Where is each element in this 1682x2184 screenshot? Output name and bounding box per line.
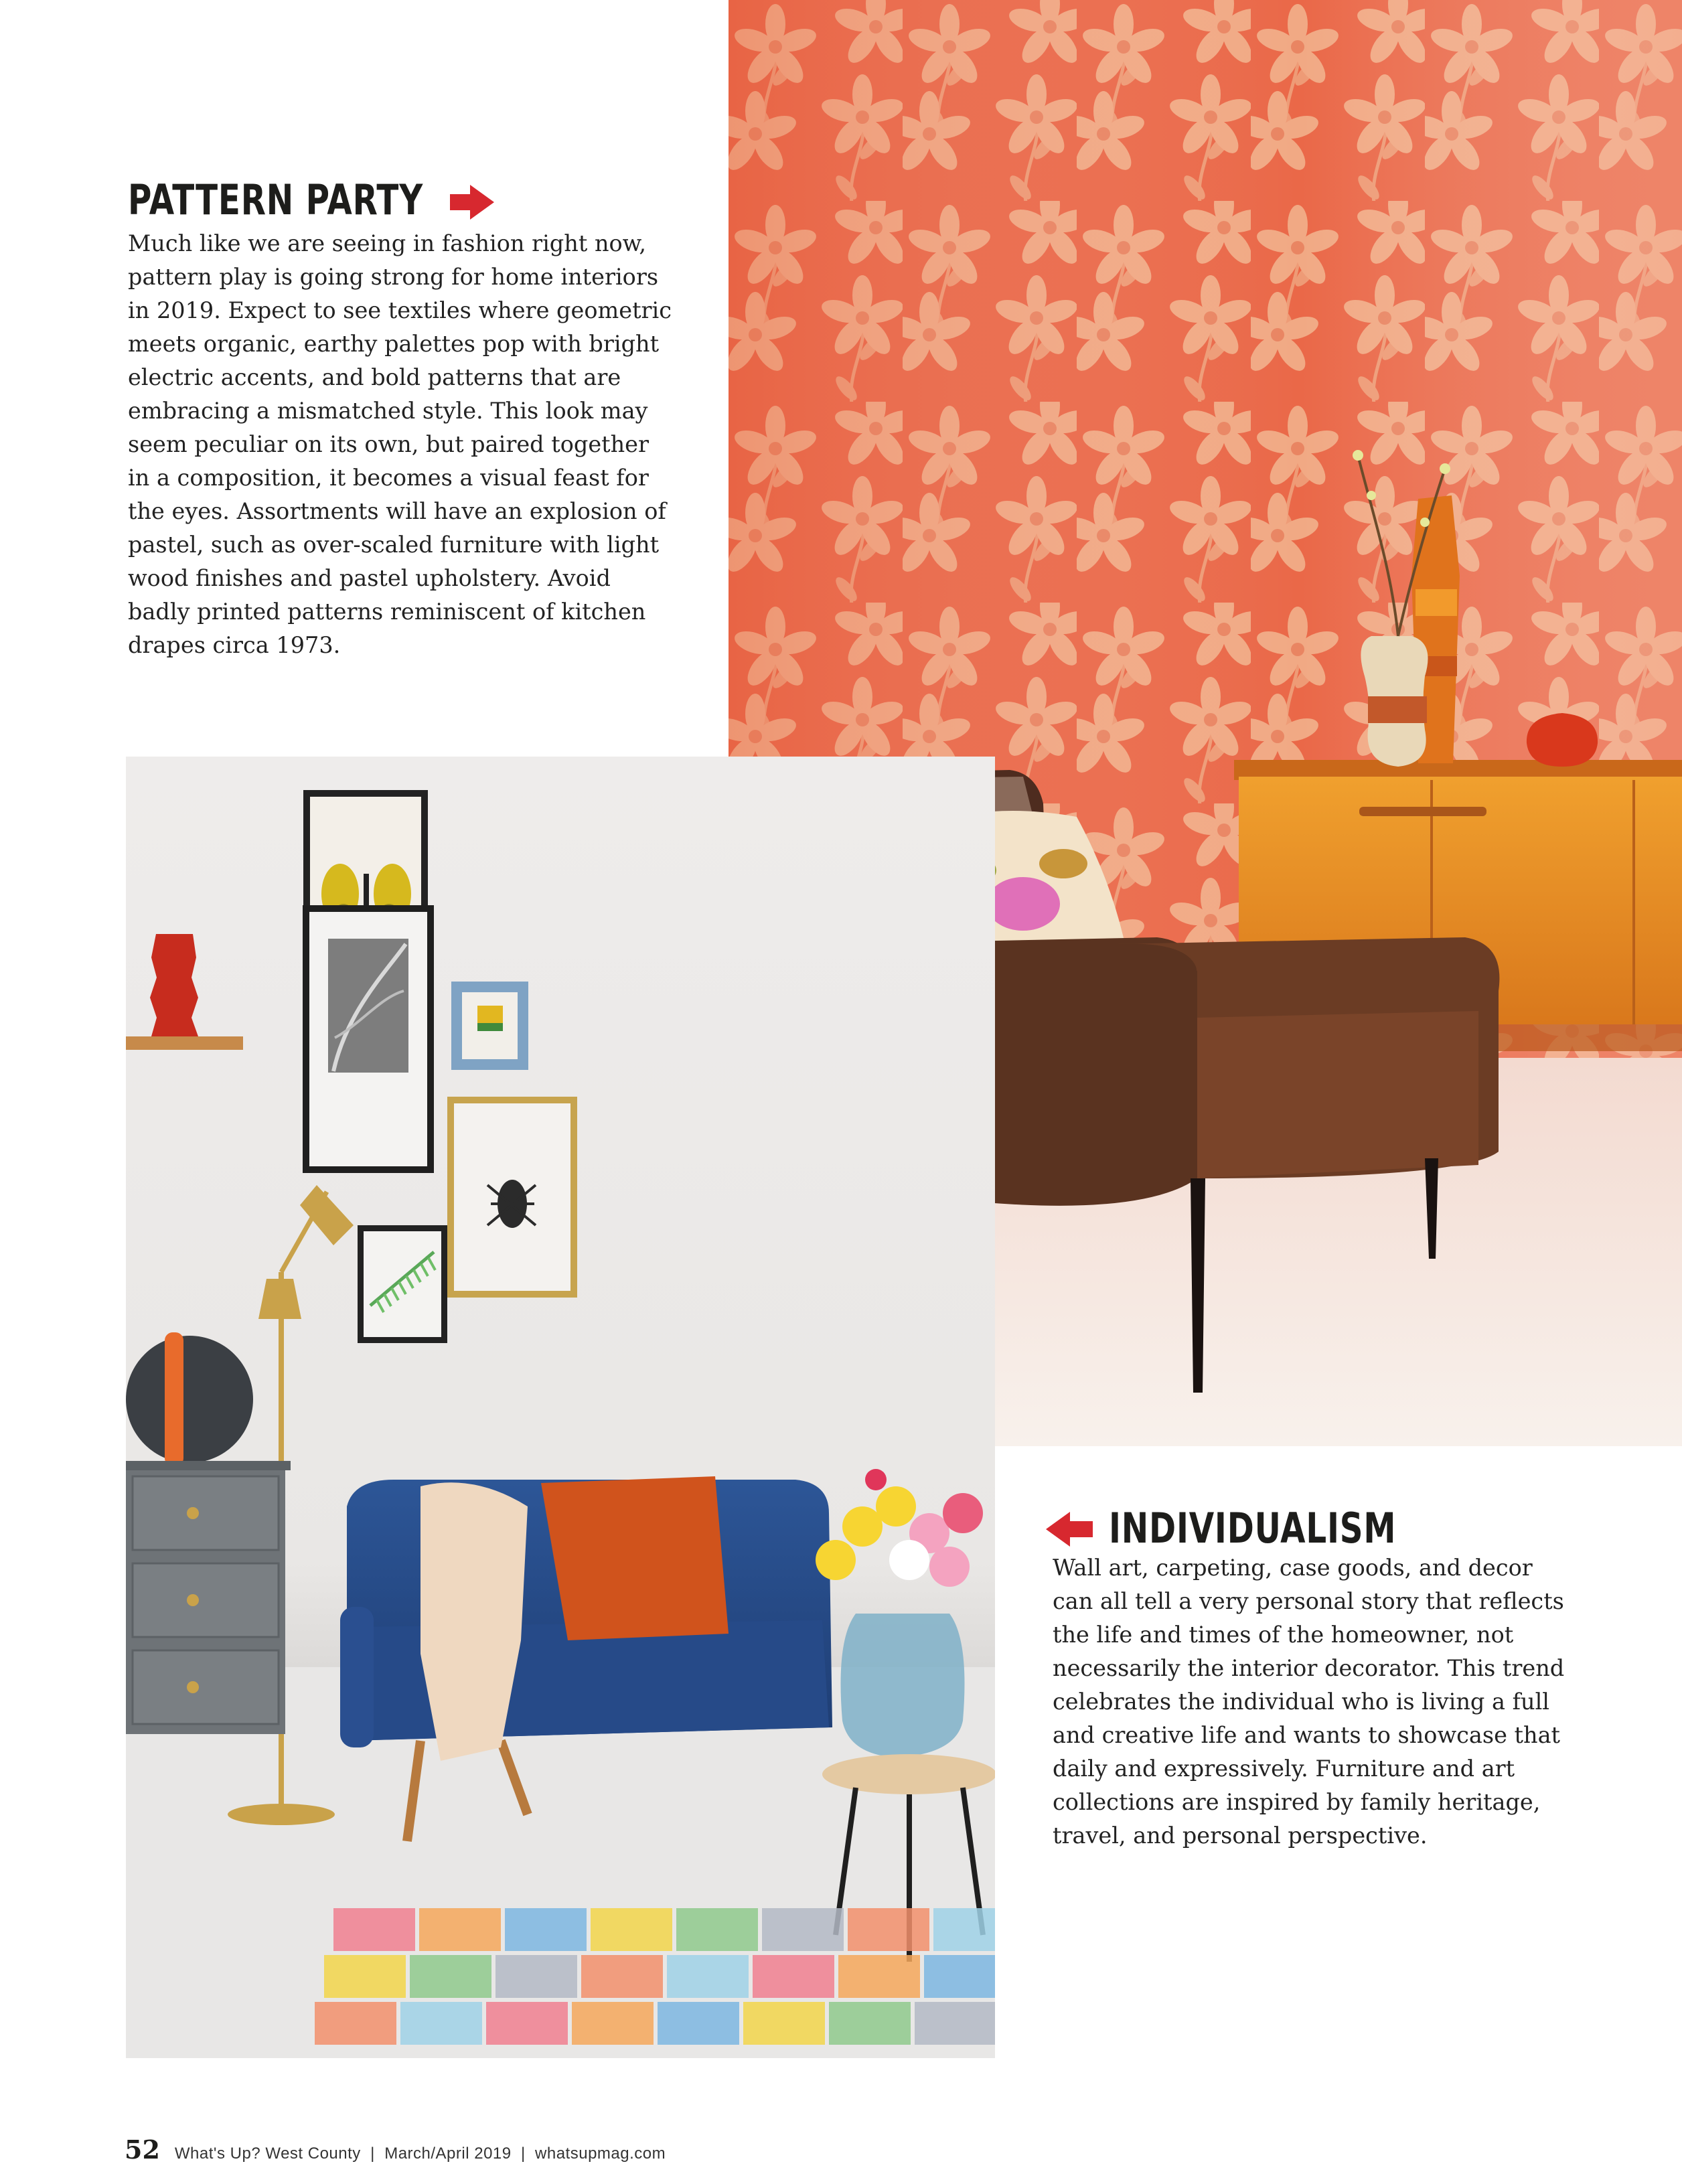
pattern-party-body — [128, 227, 717, 662]
pattern-party-heading: PATTERN PARTY — [128, 175, 423, 224]
text-line: necessarily the interior decorator. This trend — [1053, 1655, 1565, 1681]
text-line: wood finishes and pastel upholstery. Avoid — [128, 565, 611, 591]
text-line: the life and times of the homeowner, not — [1053, 1622, 1514, 1648]
arrow-left-icon — [1046, 1512, 1093, 1547]
text-line: and creative life and wants to showcase that — [1053, 1722, 1561, 1748]
text-line: pastel, such as over-scaled furniture with light — [128, 532, 660, 558]
livingroom-photo — [126, 757, 995, 2058]
text-line: in a composition, it becomes a visual feast for — [128, 465, 649, 491]
page-footer — [125, 2134, 666, 2165]
text-line: meets organic, earthy palettes pop with bright — [128, 331, 660, 357]
individualism-heading: INDIVIDUALISM — [1109, 1504, 1397, 1553]
text-line: Wall art, carpeting, case goods, and decor — [1053, 1555, 1533, 1581]
text-line: can all tell a very personal story that reflects — [1053, 1588, 1564, 1614]
arrow-right-icon — [450, 185, 494, 220]
text-line: the eyes. Assortments will have an explosion of — [128, 498, 666, 524]
text-line: electric accents, and bold patterns that are — [128, 364, 621, 390]
text-line: daily and expressively. Furniture and art — [1053, 1756, 1515, 1782]
individualism-body — [1053, 1551, 1649, 1853]
text-line: drapes circa 1973. — [128, 632, 341, 658]
text-line: travel, and personal perspective. — [1053, 1822, 1428, 1849]
text-line: badly printed patterns reminiscent of kitchen — [128, 599, 646, 625]
text-line: collections are inspired by family heritage, — [1053, 1789, 1541, 1815]
text-line: seem peculiar on its own, but paired together — [128, 431, 649, 457]
footer-credits: What's Up? West County | March/April 2019 | whatsupmag.com — [174, 2144, 666, 2163]
text-line: Much like we are seeing in fashion right now, — [128, 230, 647, 256]
text-line: celebrates the individual who is living a full — [1053, 1689, 1550, 1715]
text-line: embracing a mismatched style. This look may — [128, 398, 648, 424]
page-number: 52 — [125, 2134, 160, 2165]
text-line: in 2019. Expect to see textiles where geometric — [128, 297, 672, 323]
text-line: pattern play is going strong for home interiors — [128, 264, 659, 290]
